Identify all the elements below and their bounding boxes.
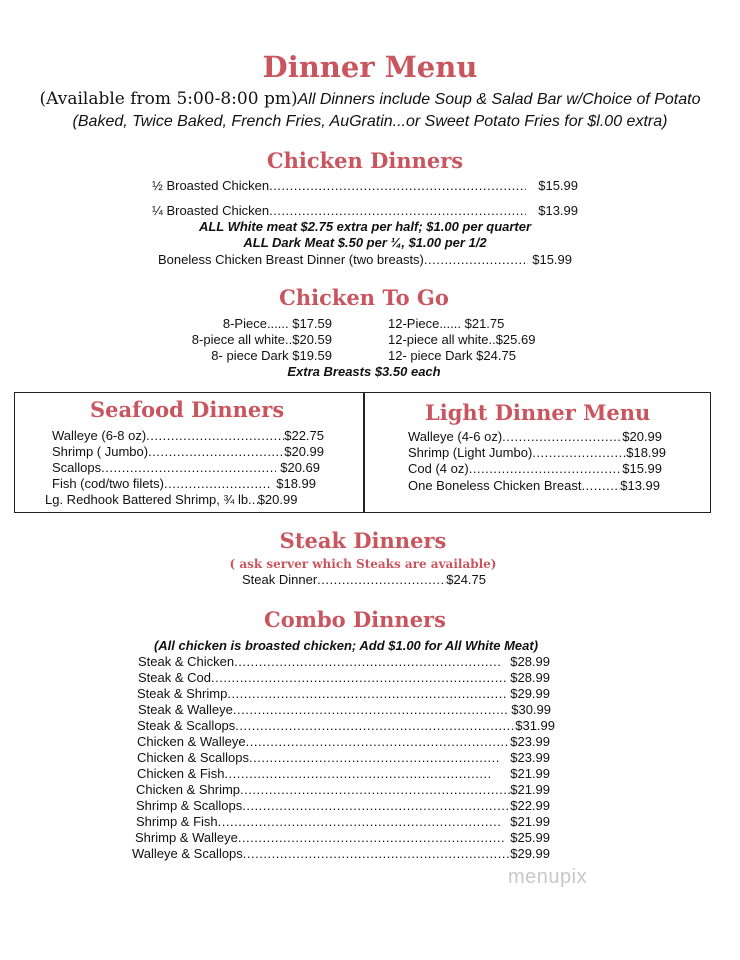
item-price: $22.99 [510,798,550,813]
item-name: 8- piece Dark [211,348,289,363]
item-name: Cod (4 oz) [408,461,469,476]
item-price: $24.75 [446,572,486,587]
item-price: $23.99 [510,750,550,765]
item-name: One Boneless Chicken Breast [408,478,582,493]
item-price: $20.69 [280,460,320,475]
item-name: 12-piece all white [388,332,489,347]
item-price: $19.59 [292,348,332,363]
item-dots: ...... [266,316,289,331]
item-name: 12-Piece [388,316,440,331]
item-name: Shrimp ( Jumbo) [52,444,149,459]
item-price: $18.99 [276,476,316,491]
item-name: Shrimp & Walleye [135,830,238,845]
combo-note: (All chicken is broasted chicken; Add $1.00 for All White Meat) [153,638,539,653]
chicken-to-go-title: Chicken To Go [279,285,449,310]
item-name: Fish (cod/two filets) [52,476,164,491]
item-name: Steak & Chicken [138,654,235,669]
item-price: $22.75 [284,428,324,443]
menu-item [137,734,550,749]
extra-breasts-note: Extra Breasts $3.50 each [287,364,441,379]
item-price: $30.99 [511,702,551,717]
menu-item [138,654,550,669]
item-name: Chicken & Walleye [137,734,246,749]
includes-text: All Dinners include Soup & Salad Bar w/Choice of Potato [297,91,701,108]
item-price: $24.75 [476,348,516,363]
menu-item [408,445,666,460]
to-go-item [192,332,332,347]
menu-item [408,461,662,476]
item-name: ¼ Broasted Chicken [152,203,270,218]
menu-item [136,782,550,797]
light-dinner-title: Light Dinner Menu [425,400,651,425]
to-go-item [223,316,332,331]
item-dots: .. [285,332,293,347]
item-name: Steak & Walleye [138,702,233,717]
menu-item [136,814,550,829]
item-price: $15.99 [622,461,662,476]
item-price: $25.69 [495,332,536,347]
item-price: $17.59 [292,316,332,331]
white-meat-note: ALL White meat $2.75 extra per half; $1.00 per quarter [198,219,532,234]
item-dots: ...... [439,316,461,331]
item-name: Steak & Shrimp [137,686,228,701]
item-price: $13.99 [620,478,660,493]
steak-note: ( ask server which Steaks are available) [229,557,497,571]
menu-item [137,686,550,701]
menu-item [152,203,578,218]
menu-item [52,444,324,459]
item-name: ½ Broasted Chicken [152,178,270,193]
menu-item [137,750,550,765]
item-price: $20.99 [284,444,324,459]
box-divider [363,392,365,513]
item-dots: .. [488,332,496,347]
item-name: Boneless Chicken Breast Dinner (two breasts) [158,252,424,267]
page-title: Dinner Menu [262,50,478,84]
item-name: Chicken & Scallops [137,750,249,765]
item-name: Chicken & Shrimp [136,782,241,797]
watermark: menupix [508,866,588,888]
item-name: Walleye (4-6 oz) [408,429,503,444]
item-name: 8-Piece [222,316,267,331]
item-name: Walleye (6-8 oz) [52,428,147,443]
item-name: Steak & Scallops [137,718,236,733]
item-price: $25.99 [510,830,550,845]
item-price: $20.99 [257,492,298,507]
item-price: $21.99 [510,782,550,797]
menu-item [408,478,660,493]
item-price: $31.99 [515,718,555,733]
chicken-dinners-title: Chicken Dinners [266,148,464,173]
menu-item [135,830,550,845]
item-price: $23.99 [510,734,550,749]
dark-meat-note: ALL Dark Meat $.50 per ¼, $1.00 per 1/2 [243,235,487,250]
item-price: $13.99 [538,203,578,218]
menu-item [152,178,578,193]
item-price: $29.99 [510,686,550,701]
menu-item [138,670,550,685]
seafood-dinners-title: Seafood Dinners [90,397,285,422]
item-name: Steak Dinner [242,572,318,587]
to-go-item [388,332,535,347]
item-name: Lg. Redhook Battered Shrimp, ¾ lb. [45,492,252,507]
item-price: $28.99 [510,654,550,669]
item-name: Walleye & Scallops [132,846,243,861]
item-name: Chicken & Fish [137,766,225,781]
item-price: $21.99 [510,766,550,781]
menu-item [136,798,550,813]
item-price: $28.99 [510,670,550,685]
item-name: 12- piece Dark [388,348,473,363]
combo-dinners-title: Combo Dinners [264,607,446,632]
potato-options-text: (Baked, Twice Baked, French Fries, AuGratin...or Sweet Potato Fries for $l.00 extra) [72,113,668,130]
item-price: $15.99 [538,178,578,193]
item-name: Shrimp (Light Jumbo) [408,445,533,460]
menu-item [137,718,555,733]
item-price: $21.99 [510,814,550,829]
item-name: Steak & Cod [138,670,211,685]
item-price: $20.59 [292,332,332,347]
menu-item [158,252,572,267]
to-go-item [211,348,332,363]
item-name: 8-piece all white [191,332,285,347]
to-go-item [388,316,504,331]
menu-item [132,846,550,861]
to-go-item [388,348,516,363]
item-price: $15.99 [532,252,572,267]
menu-item [138,702,551,717]
menu-item [52,428,324,443]
item-price: $18.99 [626,445,666,460]
item-name: Shrimp & Scallops [136,798,243,813]
menu-item [45,492,321,507]
menu-item [408,429,662,444]
menu-item [137,766,550,781]
item-name: Shrimp & Fish [136,814,218,829]
item-price: $29.99 [510,846,550,861]
item-name: Scallops [52,460,102,475]
header-line-1 [0,89,740,109]
menu-item [242,572,486,587]
menu-item [52,476,316,491]
availability-text: (Available from 5:00-8:00 pm) [39,89,298,109]
item-price: $20.99 [622,429,662,444]
item-price: $21.75 [464,316,505,331]
menu-item [52,460,320,475]
steak-dinners-title: Steak Dinners [279,528,447,553]
